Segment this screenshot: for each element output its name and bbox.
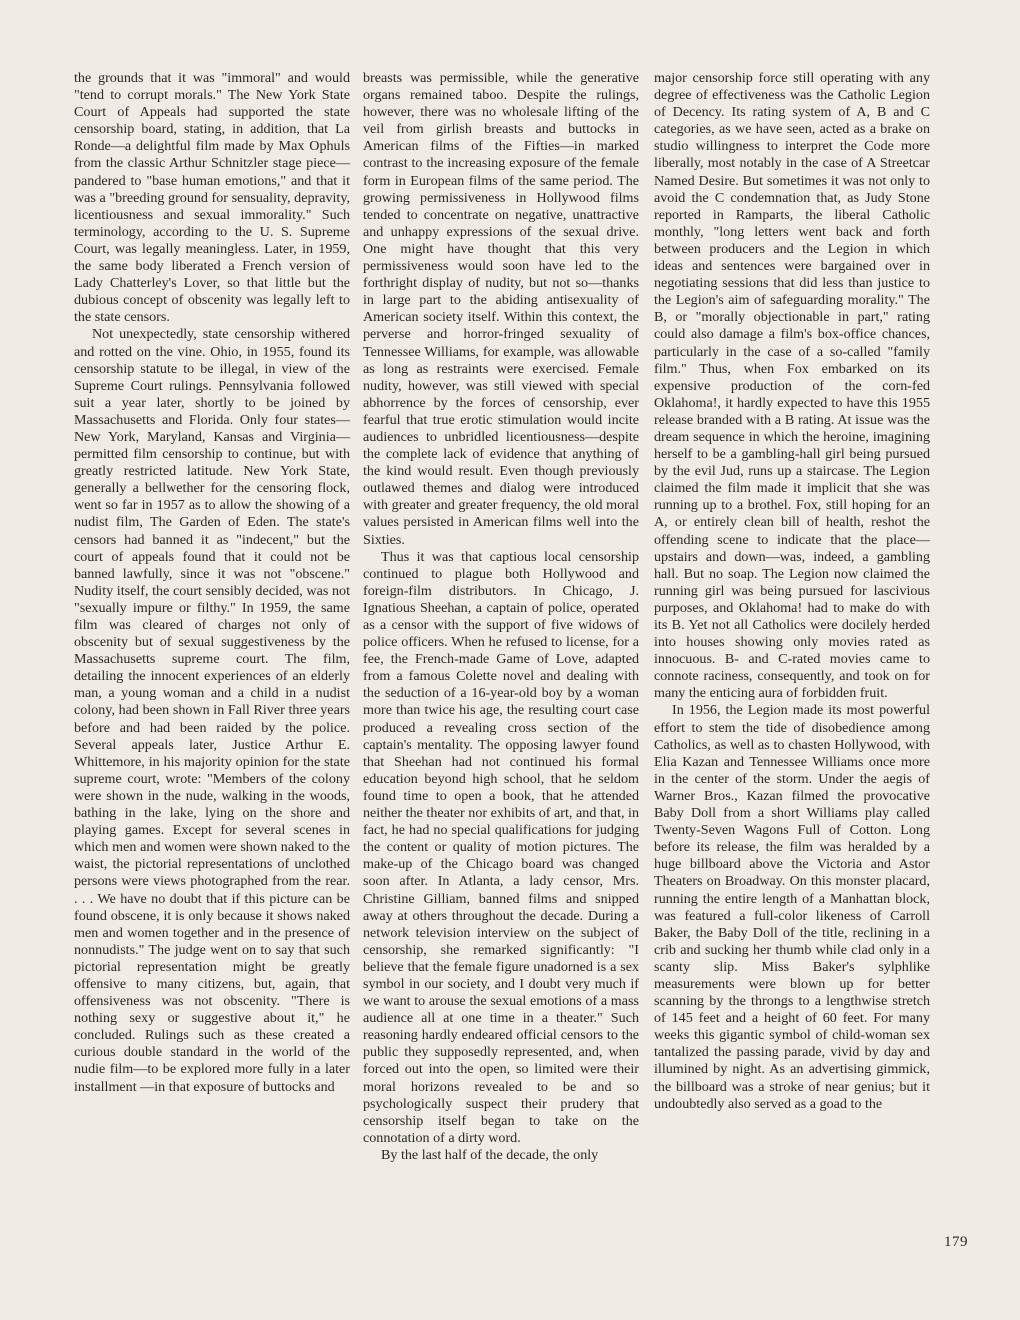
paragraph: breasts was permissible, while the generative organs remained taboo. Despite the rulings, however, there was no wholesale lifting of the veil from girlish breasts and buttocks in American films of the Fifties—in marked contrast to the increasing exposure of the female form in European films of the same period. The growing permissiveness in Hollywood films tended to concentrate on negative, unattractive and unhappy expressions of the sexual drive. One might have thought that this very permissiveness would soon have led to the forthright display of nudity, but not so—thanks in large part to the abiding antisexuality of American society itself. Within this context, the perverse and horror-fringed sexuality of Tennessee Williams, for example, was allowable as long as restraints were exercised. Female nudity, however, was still viewed with special abhorrence by the forces of censorship, ever fearful that true erotic stimulation would incite audiences to unbridled licentiousness—despite the complete lack of evidence that anything of the kind would result. Even though previously outlawed themes and dialog were introduced with greater and greater frequency, the old moral values persisted in American films well into the Sixties. bbox=[363, 70, 639, 548]
text-column-1 bbox=[74, 70, 350, 1096]
paragraph: Not unexpectedly, state censorship withered and rotted on the vine. Ohio, in 1955, found its censorship statute to be illegal, in view of the Supreme Court rulings. Pennsylvania followed suit a year later, shortly to be joined by Massachusetts and Florida. Only four states—New York, Maryland, Kansas and Virginia—permitted film censorship to continue, but with greatly restricted latitude. New York State, generally a bellwether for the censoring flock, went so far in 1957 as to allow the showing of a nudist film, The Garden of Eden. The state's censors had banned it as "indecent," but the court of appeals found that it could not be banned lawfully, since it was not "obscene." Nudity itself, the court sensibly decided, was not "sexually impure or filthy." In 1959, the same film was cleared of charges not only of obscenity but of sexual suggestiveness by the Massachusetts supreme court. The film, detailing the innocent experiences of an elderly man, a young woman and a child in a nudist colony, had been shown in Fall River three years before and had been raided by the police. Several appeals later, Justice Arthur E. Whittemore, in his majority opinion for the state supreme court, wrote: "Members of the colony were shown in the nude, walking in the woods, bathing in the lake, lying on the shore and playing games. Except for several scenes in which men and women were shown naked to the waist, the pictorial representations of unclothed persons were views photographed from the rear. . . . We have no doubt that if this picture can be found obscene, it is only because it shows naked men and women together and in the presence of nonnudists." The judge went on to say that such pictorial representation might be greatly offensive to many citizens, but, again, that offensiveness was not obscenity. "There is nothing sexy or suggestive about it," he concluded. Rulings such as these created a curious double standard in the world of the nudie film—to be explored more fully in a later installment —in that exposure of buttocks and bbox=[74, 326, 350, 1095]
paragraph: In 1956, the Legion made its most powerful effort to stem the tide of disobedience among Catholics, as well as to chasten Hollywood, with Elia Kazan and Tennessee Williams once more in the center of the storm. Under the aegis of Warner Bros., Kazan filmed the provocative Baby Doll from a short Williams play called Twenty-Seven Wagons Full of Cotton. Long before its release, the film was heralded by a huge billboard above the Victoria and Astor Theaters on Broadway. On this monster placard, running the entire length of a Manhattan block, was featured a full-color likeness of Carroll Baker, the Baby Doll of the title, reclining in a crib and sucking her thumb while clad only in a scanty slip. Miss Baker's sylphlike measurements were blown up for better scanning by the throngs to a lengthwise stretch of 145 feet and a height of 60 feet. For many weeks this gigantic symbol of child-woman sex tantalized the passing parade, vivid by day and illumined by night. As an advertising gimmick, the billboard was a stroke of near genius; but it undoubtedly also served as a goad to the bbox=[654, 702, 930, 1112]
paragraph: major censorship force still operating with any degree of effectiveness was the Catholic Legion of Decency. Its rating system of A, B and C categories, as we have seen, acted as a brake on studio willingness to interpret the Code more liberally, most notably in the case of A Streetcar Named Desire. But sometimes it was not only to avoid the C condemnation that, as Judy Stone reported in Ramparts, the liberal Catholic monthly, "long letters went back and forth between producers and the Legion in which ideas and sentences were bargained over in negotiating sessions that did less than justice to the Legion's aim of safeguarding morality." The B, or "morally objectionable in part," rating could also damage a film's box-office chances, particularly in the case of a so-called "family film." Thus, when Fox embarked on its expensive production of the corn-fed Oklahoma!, it hardly expected to have this 1955 release branded with a B rating. At issue was the dream sequence in which the heroine, imagining herself to be a gambling-hall girl being pursued by the evil Jud, runs up a staircase. The Legion claimed the film made it implicit that she was running up to a brothel. Fox, still hoping for an A, or entirely clean bill of health, reshot the offending scene to indicate that the place—upstairs and down—was, indeed, a gambling hall. But no soap. The Legion now claimed the running girl was being pursued for lascivious purposes, and Oklahoma! had to make do with its B. Yet not all Catholics were docilely herded into houses showing only movies rated as innocuous. B- and C-rated movies came to connote raciness, consequently, and took on for many the enticing aura of forbidden fruit. bbox=[654, 70, 930, 702]
text-column-2 bbox=[363, 70, 639, 1164]
text-column-3 bbox=[654, 70, 930, 1113]
page-number: 179 bbox=[944, 1234, 968, 1250]
paragraph: By the last half of the decade, the only bbox=[381, 1146, 599, 1163]
paragraph: the grounds that it was "immoral" and would "tend to corrupt morals." The New York State Court of Appeals had supported the state censorship board, stating, in addition, that La Ronde—a delightful film made by Max Ophuls from the classic Arthur Schnitzler stage piece—pandered to "base human emotions," and that it was a "breeding ground for sensuality, depravity, licentiousness and sexual immorality." Such terminology, according to the U. S. Supreme Court, was legally meaningless. Later, in 1959, the same body liberated a French version of Lady Chatterley's Lover, so that little but the dubious concept of obscenity was legally left to the state censors. bbox=[74, 70, 350, 326]
paragraph: Thus it was that captious local censorship continued to plague both Hollywood and foreign-film distributors. In Chicago, J. Ignatious Sheehan, a captain of police, operated as a censor with the support of five widows of police officers. When he refused to license, for a fee, the French-made Game of Love, adapted from a famous Colette novel and dealing with the seduction of a 16-year-old boy by a woman more than twice his age, the resulting court case produced a revealing cross section of the captain's mentality. The opposing lawyer found that Sheehan had not continued his formal education beyond high school, that he seldom found time to open a book, that he attended neither the theater nor exhibits of art, and that, in fact, he had no special qualifications for judging the content or quality of motion pictures. The make-up of the Chicago board was changed soon after. In Atlanta, a lady censor, Mrs. Christine Gilliam, banned films and snipped away at others throughout the decade. During a network television interview on the subject of censorship, she remarked significantly: "I believe that the female figure unadorned is a sex symbol in our society, and I doubt very much if we want to arouse the sexual emotions of a mass audience all at one time in a theater." Such reasoning hardly endeared official censors to the public they supposedly represented, and, when forced out into the open, so limited were their moral horizons revealed to be and so psychologically suspect their prudery that censorship itself began to take on the connotation of a dirty word. bbox=[363, 548, 639, 1146]
